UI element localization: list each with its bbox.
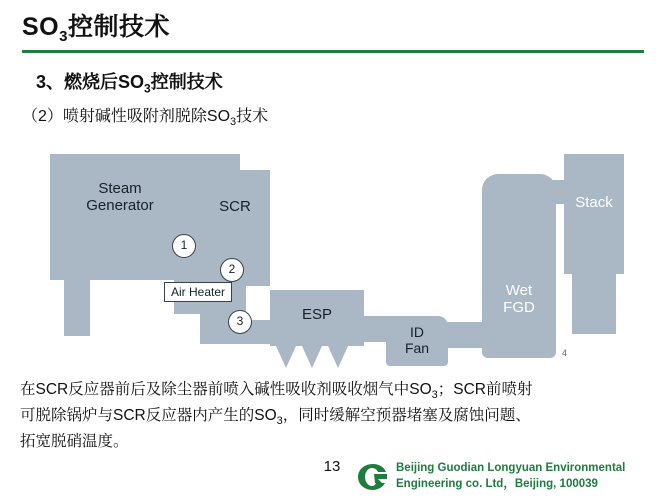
esp-hopper-2 (302, 346, 322, 368)
section-heading-b: 控制技术 (150, 72, 223, 92)
id-fan-label-line2: Fan (404, 340, 430, 357)
wet-fgd-label-line2: FGD (503, 299, 535, 317)
company-logo-icon (356, 462, 390, 492)
slide-title-bar (22, 14, 642, 53)
title-underline (22, 50, 644, 53)
air-heater-label-box: Air Heater (164, 282, 232, 302)
paragraph-line3: 拓宽脱硝温度。 (20, 433, 129, 451)
paragraph-line1-subscript: 3 (431, 389, 438, 402)
wet-fgd-label-line1: Wet (505, 282, 533, 299)
esp-hopper-3 (328, 346, 348, 368)
scr-inlet-transition (200, 154, 240, 178)
page-title (22, 14, 642, 46)
page-title-main: SO (22, 13, 60, 41)
company-name-line1: Beijing Guodian Longyuan Environmental (396, 462, 626, 474)
stack-body (564, 154, 624, 274)
section-heading (36, 68, 223, 96)
company-name (396, 461, 625, 492)
injection-marker-1: 1 (172, 234, 196, 258)
paragraph-line1-b: ；SCR前喷射 (437, 381, 533, 398)
section-heading-a: 3、燃烧后SO (36, 72, 145, 92)
scr-label: SCR (219, 198, 251, 215)
company-name-line2: Engineering co. Ltd，Beijing, 100039 (396, 477, 598, 490)
id-fan-label-line1: ID (410, 324, 424, 340)
steam-generator-hopper-left (64, 280, 90, 336)
wet-fgd-label (486, 282, 552, 317)
injection-marker-3: 3 (228, 310, 252, 334)
paragraph-line2-a: 可脱除锅炉与SCR反应器内产生的SO (20, 407, 277, 425)
steam-generator-body (50, 154, 184, 280)
stack-lower-taper (572, 274, 616, 334)
process-flow-diagram (24, 130, 640, 370)
id-fan-label (392, 324, 442, 356)
steam-generator-label-line2: Generator (86, 197, 154, 215)
steam-generator-label (68, 180, 172, 215)
esp-hopper-1 (276, 346, 296, 368)
subsection-heading-subscript: 3 (230, 116, 237, 129)
subsection-heading (22, 103, 268, 128)
subsection-heading-a: （2）喷射碱性吸附剂脱除SO (22, 108, 231, 125)
injection-marker-2: 2 (220, 258, 244, 282)
paragraph-line1-a: 在SCR反应器前后及除尘器前喷入碱性吸收剂吸收烟气中SO (20, 381, 432, 398)
subsection-heading-b: 技术 (236, 108, 269, 125)
paragraph-line2-b: ，同时缓解空预器堵塞及腐蚀问题、 (282, 407, 531, 425)
paragraph-line2-subscript: 3 (276, 415, 283, 428)
page-title-subscript: 3 (59, 28, 68, 45)
stack-label: Stack (575, 194, 613, 211)
steam-generator-label-line1: Steam (98, 180, 142, 197)
page-number: 13 (323, 458, 341, 475)
section-heading-subscript: 3 (144, 81, 151, 96)
page-title-rest: 控制技术 (67, 13, 170, 41)
esp-label: ESP (301, 306, 332, 323)
body-paragraph (20, 378, 646, 454)
diagram-corner-number: 4 (562, 348, 568, 358)
